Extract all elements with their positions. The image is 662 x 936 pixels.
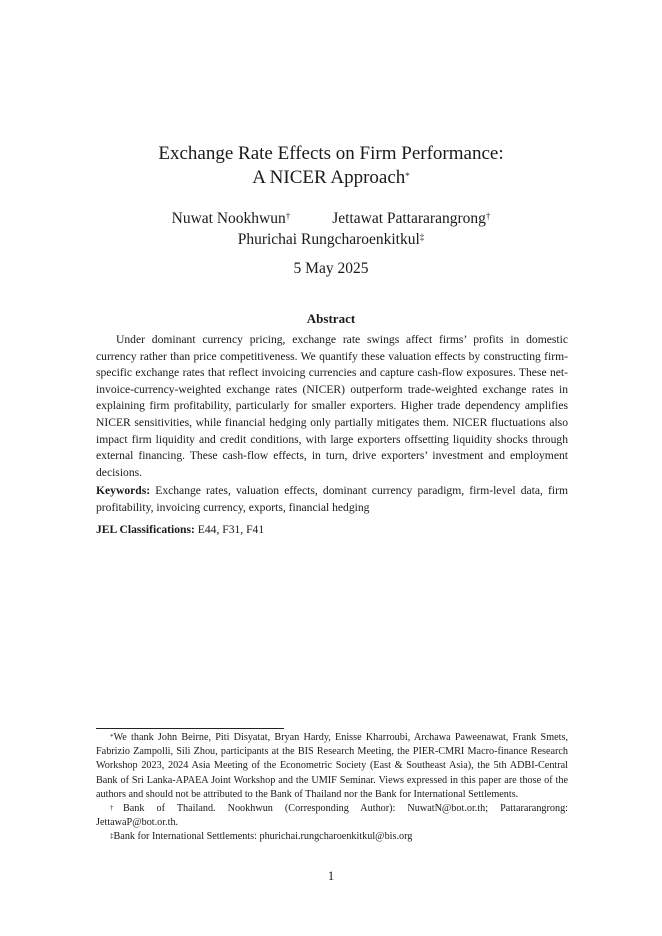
title-line-1: Exchange Rate Effects on Firm Performance: <box>158 143 504 164</box>
author-footnote-mark: ‡ <box>419 232 425 242</box>
footnote-text: We thank John Beirne, Piti Disyatat, Bryan Hardy, Enisse Kharroubi, Archawa Paweenawat, Frank Smets, Fabrizio Zampolli, Sili Zhou, participants at the BIS Research Meeting, the PIER-CMRI Macro-finance Research Workshop 2023, 2024 Asia Meeting of the Econometric Society (East & Southeast Asia), the 5th ADBI-Central Bank of Sri Lanka-APAEA Joint Workshop and the UMIF Seminar. Views expressed in this paper are those of the authors and should not be attributed to the Bank of Thailand nor the Bank for International Settlements. <box>96 732 568 800</box>
author-list <box>0 208 662 250</box>
paper-date: 5 May 2025 <box>293 260 369 277</box>
footnote-mark: ‡ <box>110 832 114 841</box>
keywords-text: Exchange rates, valuation effects, dominant currency paradigm, firm-level data, firm profitability, invoicing currency, exports, financial hedging <box>96 484 568 514</box>
footnote <box>96 830 568 844</box>
author-name: Jettawat Pattararangrong <box>332 210 486 227</box>
footnote-text: Bank for International Settlements: phurichai.rungcharoenkitkul@bis.org <box>113 831 413 843</box>
keywords <box>96 483 568 516</box>
jel-codes: E44, F31, F41 <box>197 523 265 536</box>
author-footnote-mark: † <box>285 211 291 221</box>
paper-title <box>0 142 662 190</box>
title-footnote-mark: * <box>405 171 410 181</box>
footnote-mark: † <box>110 804 123 813</box>
abstract-text: Under dominant currency pricing, exchange rate swings affect firms’ profits in domestic currency rather than price competitiveness. We quantify these valuation effects by constructing firm-specific exchange rates that reflect invoicing currencies and capture cash-flow exposures. These net-invoice-currency-weighted exchange rates (NICER) outperform trade-weighted exchange rates in explaining firm profitability, particularly for smaller exporters. Higher trade dependency amplifies NICER sensitivities, while financial hedging only partially mitigates them. NICER fluctuations also impact firm liquidity and credit conditions, with large exporters offsetting liquidity shocks through external financing. These cash-flow effects, in turn, drive exporters’ investment and employment decisions. <box>96 333 568 479</box>
footnote-divider <box>96 728 284 729</box>
author-name: Phurichai Rungcharoenkitkul <box>237 231 420 248</box>
author-name: Nuwat Nookhwun <box>171 210 286 227</box>
title-line-2-text: A NICER Approach <box>252 167 406 188</box>
author-row-2 <box>0 229 662 250</box>
footnotes <box>96 731 568 845</box>
jel-label: JEL Classifications: <box>96 523 195 536</box>
footnote-text: Bank of Thailand. Nookhwun (Corresponding Author): NuwatN@bot.or.th; Pattararangrong: JettawaP@bot.or.th. <box>96 803 569 829</box>
author-footnote-mark: † <box>485 211 491 221</box>
footnote <box>96 731 568 802</box>
keywords-label: Keywords: <box>96 484 151 497</box>
footnote-mark: * <box>110 733 114 741</box>
footnote <box>96 802 568 830</box>
abstract-heading: Abstract <box>306 311 356 326</box>
jel-classifications <box>96 522 568 539</box>
title-line-2 <box>0 166 662 190</box>
page-number: 1 <box>327 869 335 883</box>
author-row-1 <box>0 208 662 229</box>
